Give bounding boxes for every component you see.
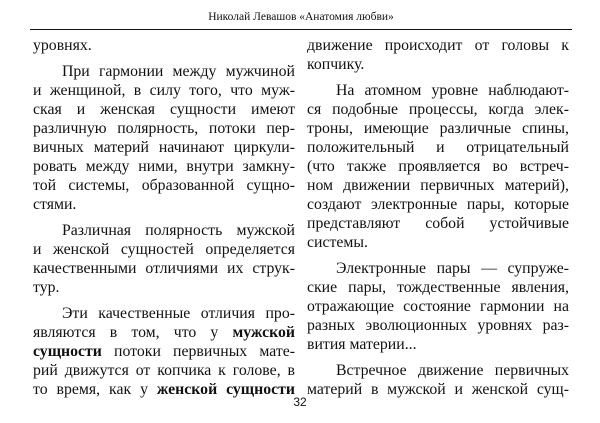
line-text: движение происходит от головы к [307,37,569,54]
line-text: вития материи... [307,336,417,353]
text-line [33,100,295,119]
line-text: качественными отличиями их струк- [33,260,295,277]
text-line [33,278,295,297]
text-line [307,138,569,157]
paragraph-gap [307,354,569,361]
line-text: Различная полярность мужской [62,222,295,239]
text-line [33,138,295,157]
text-line [33,240,295,259]
running-header: Николай Левашов «Анатомия любви» [208,11,394,23]
line-text: Электронные пары — супруже- [336,260,569,277]
line-text: разных эволюционных уровнях раз- [307,317,569,334]
paragraph-gap [307,252,569,259]
paragraph-gap [33,55,295,62]
line-text: ские пары, тождественные явления, [307,279,569,296]
text-line [33,195,295,214]
text-line [307,119,569,138]
text-line [33,36,295,55]
text-line [307,259,569,278]
right-text-column [307,36,569,399]
text-line [33,323,295,342]
text-line [33,342,295,361]
text-line [33,221,295,240]
line-text: различную полярность, потоки пер- [33,120,295,137]
text-line [33,176,295,195]
line-text: и женской сущностей определяется [33,241,295,258]
paragraph-gap [33,214,295,221]
line-text: то время, как у [33,381,157,398]
text-line [33,157,295,176]
line-text: ся подобные процессы, когда элек- [307,101,569,118]
text-line [307,100,569,119]
line-text: троны, имеющие различные спины, [307,120,569,137]
line-text: Встречное движение первичных [336,362,569,379]
text-line [307,195,569,214]
text-line [33,259,295,278]
text-line [307,278,569,297]
bold-term: мужской [232,324,295,341]
line-text: положительный и отрицательный [307,139,569,156]
text-line [307,81,569,100]
text-line [307,55,569,74]
text-line [307,316,569,335]
text-line [307,214,569,233]
text-line [307,36,569,55]
line-text: рий движутся от копчика к голове, в [33,362,295,379]
text-line [307,335,569,354]
line-text: На атомном уровне наблюдают- [336,82,569,99]
line-text: вичных материй начинают циркули- [33,139,295,156]
line-text: той системы, образованной сущно- [33,177,295,194]
bold-term: женской сущности [156,381,295,398]
line-text: являются в том, что у [33,324,233,341]
line-text: ская и женская сущности имеют [33,101,295,118]
line-text: системы. [307,234,368,251]
line-text: создают электронные пары, которые [307,196,569,213]
text-line [33,62,295,81]
left-text-column [33,36,295,399]
text-line [307,233,569,252]
text-line [33,304,295,323]
text-line [33,361,295,380]
line-text: материй в мужской и женской сущ- [307,381,569,398]
text-line [33,119,295,138]
bold-term: сущности [33,343,102,360]
line-text: представляют собой устойчивые [307,215,569,232]
line-text: тур. [33,279,60,296]
line-text: потоки первичных мате- [101,343,295,360]
paragraph-gap [307,74,569,81]
line-text: отражающие состояние гармонии на [307,298,569,315]
text-line [307,361,569,380]
line-text: стями. [33,196,77,213]
line-text: ровать между ними, внутри замкну- [33,158,295,175]
paragraph-gap [33,297,295,304]
line-text: копчику. [307,56,365,73]
line-text: (что также проявляется во встреч- [307,158,569,175]
text-line [307,157,569,176]
line-text: При гармонии между мужчиной [62,63,295,80]
text-line [307,297,569,316]
page-number: 32 [293,395,307,409]
text-line [33,81,295,100]
line-text: ном движении первичных материй), [307,177,569,194]
line-text: и женщиной, в силу того, что муж- [33,82,295,99]
line-text: Эти качественные отличия про- [62,305,295,322]
line-text: уровнях. [33,37,92,54]
header-rule [30,29,572,30]
text-line [307,176,569,195]
